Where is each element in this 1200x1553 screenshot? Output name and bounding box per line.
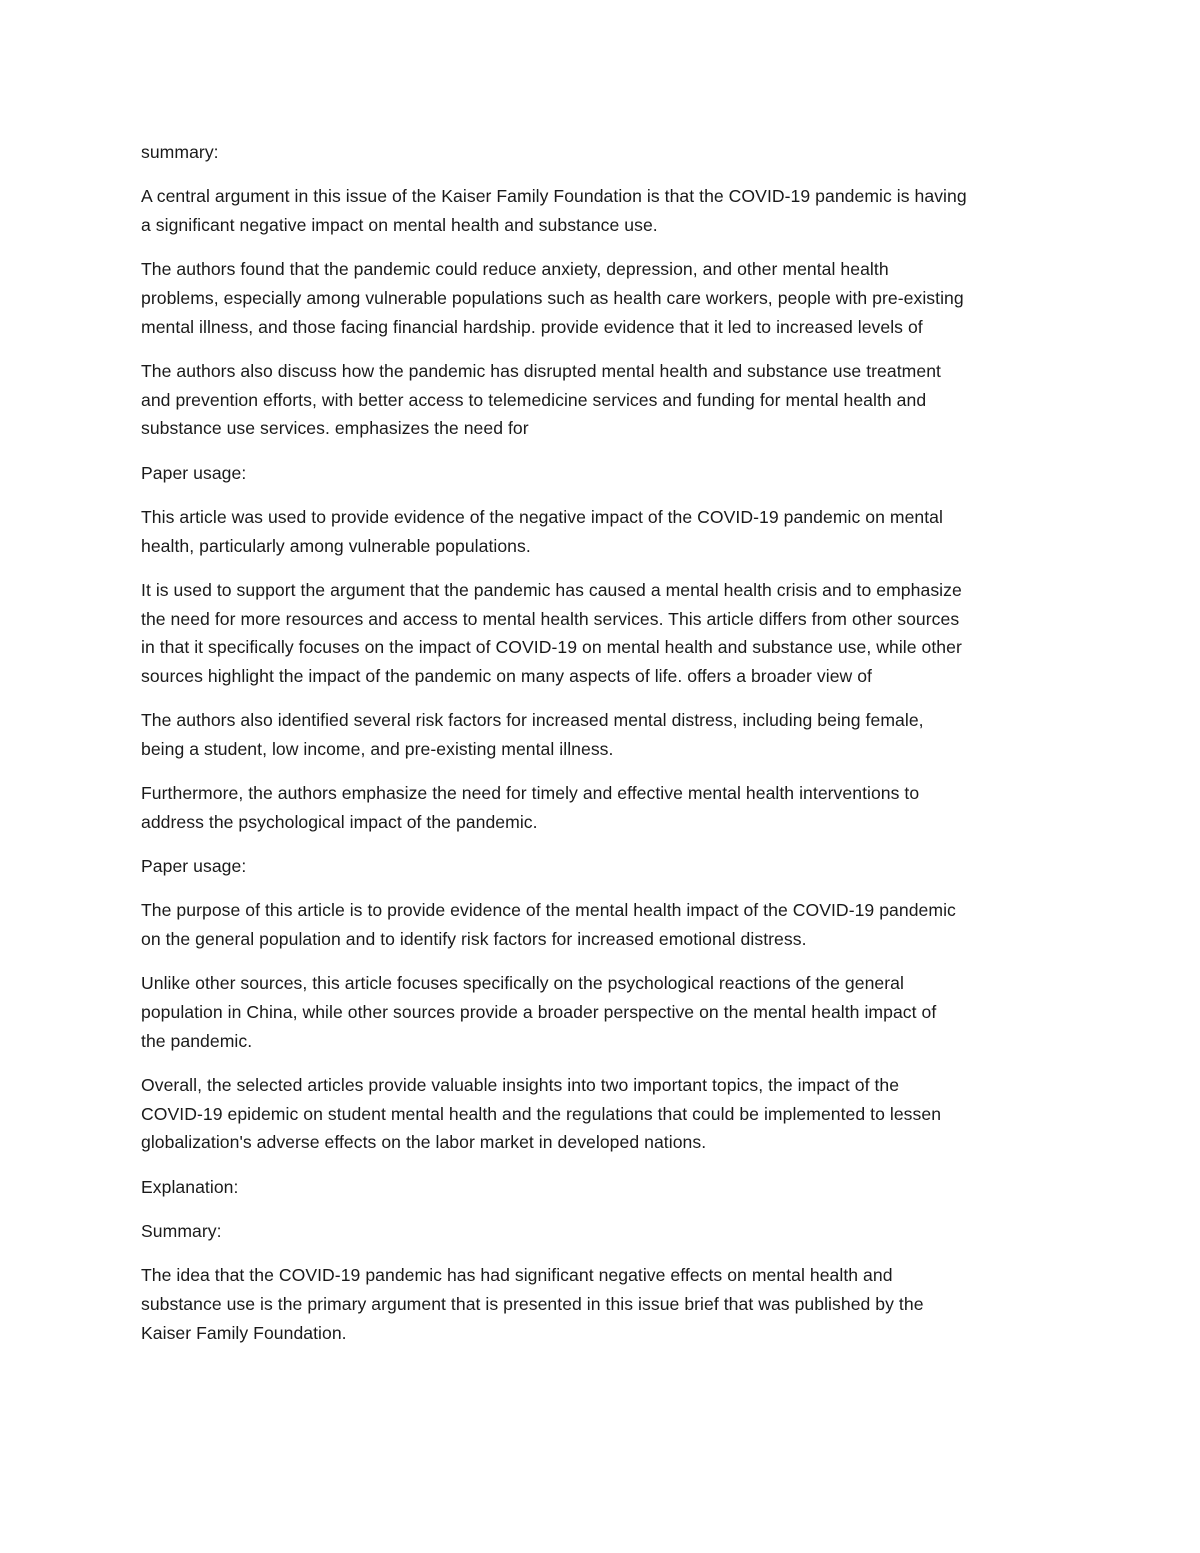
heading-summary (141, 138, 1061, 167)
paragraph-idea (141, 1261, 1061, 1347)
heading-paper-usage (141, 459, 1061, 488)
text-line: Overall, the selected articles provide valuable insights into two important topics, the impact of the (141, 1075, 900, 1095)
text-line: the need for more resources and access to mental health services. This article differs from other sources (141, 608, 960, 629)
text-line: problems, especially among vulnerable populations such as health care workers, people with pre-existing (141, 287, 964, 308)
text-line: The authors also identified several risk factors for increased mental distress, including being female, (141, 710, 924, 731)
text-line: COVID-19 epidemic on student mental health and the regulations that could be implemented to lessen (141, 1103, 942, 1124)
text-line: summary: (141, 142, 219, 162)
text-line: a significant negative impact on mental health and substance use. (141, 214, 658, 235)
text-line: on the general population and to identify risk factors for increased emotional distress. (141, 929, 807, 950)
paragraph-unlike-other-sources (141, 969, 1061, 1055)
text-line: Paper usage: (141, 462, 247, 483)
text-line: The idea that the COVID-19 pandemic has had significant negative effects on mental health and (141, 1265, 893, 1286)
paragraph-support-argument (141, 576, 1061, 690)
text-line: This article was used to provide evidence of the negative impact of the COVID-19 pandemic on mental (141, 506, 943, 527)
text-line: population in China, while other sources provide a broader perspective on the mental health impact of (141, 1002, 937, 1023)
text-line: health, particularly among vulnerable populations. (141, 535, 531, 556)
heading-explanation (141, 1173, 1061, 1202)
text-line: It is used to support the argument that the pandemic has caused a mental health crisis and to emphasize (141, 579, 962, 600)
paragraph-article-used (141, 503, 1061, 560)
text-line: and prevention efforts, with better access to telemedicine services and funding for mental health and (141, 389, 927, 410)
text-line: The authors also discuss how the pandemic has disrupted mental health and substance use treatment (141, 360, 941, 381)
text-line: globalization's adverse effects on the labor market in developed nations. (141, 1132, 707, 1153)
text-line: mental illness, and those facing financial hardship. provide evidence that it led to increased levels of (141, 316, 923, 337)
text-line: in that it specifically focuses on the impact of COVID-19 on mental health and substance use, while other (141, 637, 962, 658)
text-line: being a student, low income, and pre-existing mental illness. (141, 738, 614, 759)
text-line: substance use services. emphasizes the need for (141, 418, 529, 439)
heading-paper-usage-2 (141, 852, 1061, 881)
text-line: Summary: (141, 1220, 222, 1241)
text-line: The authors found that the pandemic could reduce anxiety, depression, and other mental health (141, 259, 889, 280)
text-line: Explanation: (141, 1176, 239, 1197)
text-line: Furthermore, the authors emphasize the need for timely and effective mental health interventions to (141, 783, 920, 804)
heading-summary-2 (141, 1217, 1061, 1246)
text-line: Paper usage: (141, 856, 247, 877)
text-line: substance use is the primary argument that is presented in this issue brief that was published by the (141, 1293, 924, 1314)
text-line: address the psychological impact of the pandemic. (141, 811, 538, 832)
text-line: sources highlight the impact of the pandemic on many aspects of life. offers a broader view of (141, 665, 872, 686)
text-line: The purpose of this article is to provide evidence of the mental health impact of the COVID-19 pandemic (141, 900, 956, 921)
paragraph-central-argument (141, 182, 1061, 239)
paragraph-authors-found (141, 255, 1061, 341)
text-line: Kaiser Family Foundation. (141, 1322, 347, 1343)
paragraph-overall (141, 1071, 1061, 1157)
paragraph-purpose (141, 896, 1061, 953)
text-line: the pandemic. (141, 1030, 253, 1051)
text-line: Unlike other sources, this article focuses specifically on the psychological reactions of the general (141, 973, 904, 994)
paragraph-furthermore (141, 779, 1061, 836)
document-body (141, 138, 1061, 1363)
paragraph-authors-discuss (141, 357, 1061, 443)
text-line: A central argument in this issue of the Kaiser Family Foundation is that the COVID-19 pandemic is having (141, 186, 967, 207)
paragraph-risk-factors (141, 706, 1061, 763)
